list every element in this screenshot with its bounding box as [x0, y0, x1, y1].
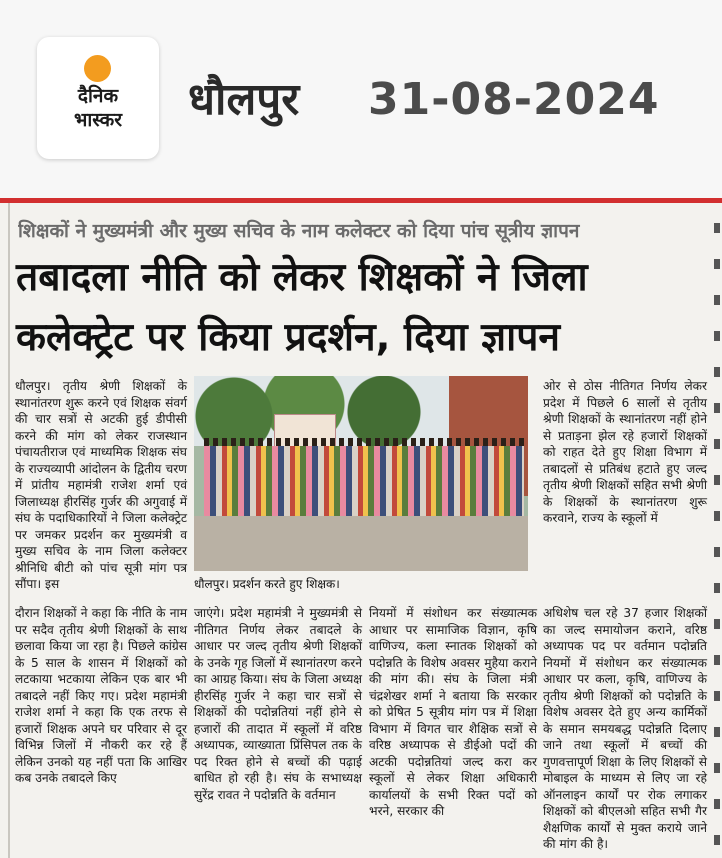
- article-column-4-top: [543, 378, 707, 527]
- article-column-4-bottom: [543, 605, 707, 853]
- paragraph: नियमों में संशोधन कर संख्यात्मक आधार पर सामाजिक विज्ञान, कृषि वाणिज्य, कला स्नातक शिक्षकों को पदोन्नति के विशेष अवसर मुहैया कराने की मांग की। संघ के जिला मंत्री चंद्रशेखर शर्मा ने बताया कि सरकार को प्रेषित 5 सूत्रीय मांग पत्र में शिक्षा विभाग में विगत चार शैक्षिक सत्रों से वरिष्ठ अध्यापक से डीईओ पदों की अटकी पदोन्नतियां जल्द करा कर स्कूलों से लेकर शिक्षा अधिकारी कार्यालयों के सभी रिक्त पदों को भरने, सरकार की: [369, 606, 537, 818]
- edition-city: धौलपुर: [188, 74, 300, 125]
- article-column-2: [194, 605, 362, 803]
- article-column-1-bottom: [15, 605, 187, 787]
- sun-icon: [84, 55, 111, 82]
- paragraph: दौरान शिक्षकों ने कहा कि नीति के नाम पर सदैव तृतीय श्रेणी शिक्षकों के साथ छलावा किया जा रहा है। पिछले कांग्रेस के 5 साल के शासन में शिक्षकों को लटकाया भटकाया लेकिन एक बार भी तबादले नहीं किए गए। प्रदेश महामंत्री राजेश शर्मा ने कहा कि एक तरफ से हजारों शिक्षक अपने घर परिवार से दूर विभिन्न जिलों में नौकरी कर रहे हैं लेकिन उनको यह नहीं पता कि आखिर कब उनके तबादले किए: [15, 606, 187, 785]
- dainik-bhaskar-logo: [37, 37, 159, 159]
- column-rule: [8, 203, 10, 858]
- article-column-1-top: [15, 378, 187, 593]
- paragraph: ओर से ठोस नीतिगत निर्णय लेकर प्रदेश में पिछले 6 सालों से तृतीय श्रेणी शिक्षकों के स्थानांतरण नहीं होने से प्रताड़ना झेल रहे हजारों शिक्षकों को राहत देते हुए शिक्षा विभाग में तबादलों से प्रतिबंध हटाते हुए जल्द तृतीय श्रेणी शिक्षकों सहित सभी श्रेणी के शिक्षकों के स्थानांतरण शुरू करवाने, राज्य के स्कूलों में: [543, 379, 707, 525]
- article-column-3: [369, 605, 537, 820]
- paragraph: धौलपुर। तृतीय श्रेणी शिक्षकों के स्थानांतरण शुरू करने एवं शिक्षक संवर्ग की चार सत्रों से अटकी हुई डीपीसी करने की मांग को लेकर राजस्थान पंचायतीराज एवं माध्यमिक शिक्षक संघ के राज्यव्यापी आंदोलन के द्वितीय चरण में प्रांतीय महामंत्री राजेश शर्मा एवं जिलाध्यक्ष हीरसिंह गुर्जर की अगुवाई में संघ के पदाधिकारियों ने जिला कलेक्ट्रेट पर जमकर प्रदर्शन कर मुख्यमंत्री व मुख्य सचिव के नाम जिला कलेक्टर श्रीनिधि बीटी को पांच सूत्री मांग पत्र सौंपा। इस: [15, 379, 187, 591]
- protest-photo: [194, 376, 528, 571]
- headline-line-1: तबादला नीति को लेकर शिक्षकों ने जिला: [16, 255, 588, 300]
- page-header: [0, 0, 722, 200]
- newspaper-clipping: [0, 203, 722, 858]
- logo-text-line2: भास्कर: [73, 109, 123, 131]
- logo-text-line1: दैनिक: [77, 85, 119, 107]
- article-kicker: शिक्षकों ने मुख्यमंत्री और मुख्य सचिव के नाम कलेक्टर को दिया पांच सूत्रीय ज्ञापन: [18, 220, 580, 242]
- photo-caption: धौलपुर। प्रदर्शन करते हुए शिक्षक।: [194, 577, 340, 591]
- edition-date: 31-08-2024: [368, 74, 660, 125]
- paragraph: जाएंगे। प्रदेश महामंत्री ने मुख्यमंत्री से नीतिगत निर्णय लेकर तबादले के आधार पर जल्द तृतीय श्रेणी शिक्षकों के उनके गृह जिलों में स्थानांतरण करने का आग्रह किया। संघ के जिला अध्यक्ष हीरसिंह गुर्जर ने कहा चार सत्रों से शिक्षकों की पदोन्नतियां नहीं होने से हजारों की तादात में स्कूलों में वरिष्ठ अध्यापक, व्याख्याता प्रिंसिपल तक के पद रिक्त होने से बच्चों की पढ़ाई बाधित हो रही है। संघ के सभाध्यक्ष सुरेंद्र रावत ने पदोन्नति के वर्तमान: [194, 606, 362, 802]
- paragraph: अधिशेष चल रहे 37 हजार शिक्षकों का जल्द समायोजन कराने, वरिष्ठ अध्यापक पद पर वर्तमान पदोन्नति नियमों में संशोधन कर संख्यात्मक आधार पर कला, कृषि, वाणिज्य के तृतीय श्रेणी शिक्षकों को पदोन्नति के विशेष अवसर देते हुए अन्य कार्मिकों के समान समयबद्ध पदोन्नति दिलाए जाने तथा स्कूलों में बच्चों की गुणवत्तापूर्ण शिक्षा के लिए शिक्षकों से मोबाइल के माध्यम से लिए जा रहे ऑनलाइन कार्यों पर रोक लगाकर शिक्षकों को बीएलओ सहित सभी गैर शैक्षणिक कार्यों से मुक्त कराये जाने की मांग की है।: [543, 606, 707, 851]
- headline-line-2: कलेक्ट्रेट पर किया प्रदर्शन, दिया ज्ञापन: [16, 315, 561, 360]
- adjacent-column-fragment: [710, 223, 722, 843]
